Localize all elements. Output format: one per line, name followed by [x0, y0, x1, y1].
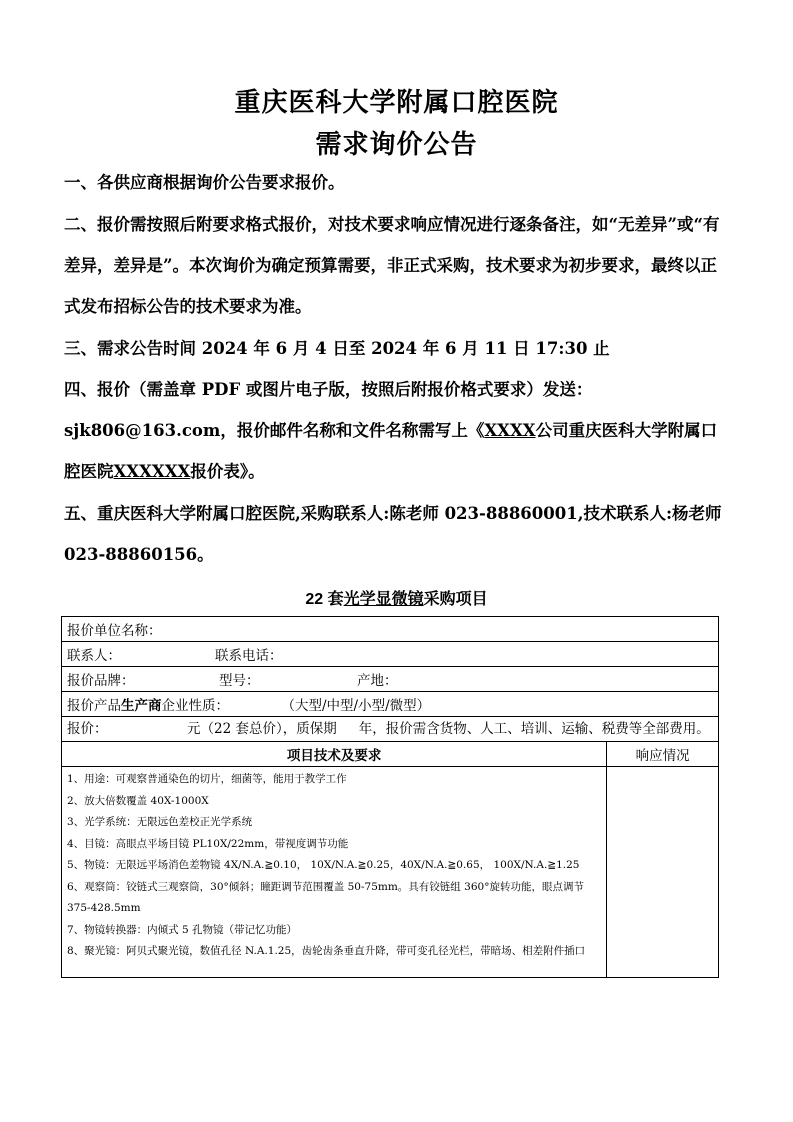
table-title-item: 光学显微镜: [343, 591, 424, 608]
item-placeholder: XXXXXX: [113, 462, 191, 481]
paragraph-4: [64, 369, 724, 492]
product-cell: [62, 692, 719, 717]
table-title-prefix: 22 套: [305, 591, 344, 608]
brand-cell: [62, 667, 719, 692]
requirement-item: 5、物镜：无限远平场消色差物镜 4X/N.A.≧0.10， 10X/N.A.≧0.25，40X/N.A.≧0.65， 100X/N.A.≧1.25: [67, 859, 580, 871]
product-label: 报价产品: [67, 698, 121, 714]
paragraph-1: 一、各供应商根据询价公告要求报价。: [64, 173, 345, 192]
table-row: [62, 767, 719, 978]
price-terms-text: 年，报价需含货物、人工、培训、运输、税费等全部费用。: [358, 721, 710, 737]
table-row: [62, 692, 719, 717]
origin-label: 产地：: [357, 673, 398, 689]
paragraph-4-text-b: 公司重庆医科大学附属口腔医院: [64, 421, 718, 481]
paragraph-4-text-a: 四、报价（需盖章 PDF 或图片电子版，按照后附报价格式要求）发送：sjk806@163.com，报价邮件名称和文件名称需写上《: [64, 380, 593, 440]
company-size-options: （大型/中型/小型/微型）: [281, 698, 431, 714]
price-unit-text: 元（22 套总价），质保期: [187, 721, 337, 737]
table-header-row: [62, 742, 719, 767]
requirement-item: 1、用途：可观察普通染色的切片，细菌等，能用于教学工作: [67, 773, 347, 785]
requirement-item: 7、物镜转换器：内倾式 5 孔物镜（带记忆功能）: [67, 923, 298, 936]
document-subtitle: 需求询价公告: [315, 130, 478, 160]
company-placeholder: XXXX: [484, 421, 536, 440]
model-label: 型号：: [219, 673, 260, 689]
contact-cell: [62, 642, 719, 667]
requirement-item: 8、聚光镜：阿贝式聚光镜，数值孔径 N.A.1.25，齿轮齿条垂直升降，带可变孔径光栏，带暗场、相差附件插口: [67, 945, 586, 957]
company-type-label: 企业性质：: [161, 698, 229, 714]
paragraph-4-text-c: 报价表》。: [190, 462, 265, 481]
table-title-suffix: 采购项目: [423, 591, 488, 608]
table-row: [62, 717, 719, 742]
contact-person-label: 联系人：: [67, 648, 121, 664]
contact-phone-label: 联系电话：: [215, 648, 283, 664]
brand-label: 报价品牌：: [67, 673, 135, 689]
requirement-item: 2、放大倍数覆盖 40X-1000X: [67, 794, 209, 807]
table-row: [62, 642, 719, 667]
table-row: [62, 617, 719, 642]
requirements-header: 项目技术及要求: [62, 742, 607, 767]
manufacturer-label: 生产商: [121, 698, 162, 714]
price-cell: [62, 717, 719, 742]
quote-table: [61, 616, 719, 978]
response-header: 响应情况: [607, 742, 719, 767]
document-title: 重庆医科大学附属口腔医院: [234, 88, 559, 118]
requirement-item: 3、光学系统：无限远色差校正光学系统: [67, 816, 253, 828]
price-label: 报价：: [67, 721, 108, 737]
requirements-cell: [62, 767, 607, 978]
unit-name-cell: 报价单位名称：: [62, 617, 719, 642]
requirement-item: 6、观察筒：铰链式三观察筒，30°倾斜；瞳距调节范围覆盖 50-75mm。具有铰链组 360°旋转功能，眼点调节 375-428.5mm: [67, 880, 584, 914]
table-row: [62, 667, 719, 692]
paragraph-2: 二、报价需按照后附要求格式报价，对技术要求响应情况进行逐条备注，如“无差异”或“有差异，差异是”。本次询价为确定预算需要，非正式采购，技术要求为初步要求，最终以正式发布招标公告的技术要求为准。: [64, 215, 720, 316]
paragraph-5: 五、重庆医科大学附属口腔医院,采购联系人:陈老师 023-88860001,技术联系人:杨老师 023-88860156。: [64, 504, 722, 564]
table-title: [0, 586, 793, 609]
paragraph-3: 三、需求公告时间 2024 年 6 月 4 日至 2024 年 6 月 11 日 17:30 止: [64, 339, 610, 358]
requirement-item: 4、目镜：高眼点平场目镜 PL10X/22mm，带视度调节功能: [67, 837, 349, 850]
response-cell: [607, 767, 719, 978]
